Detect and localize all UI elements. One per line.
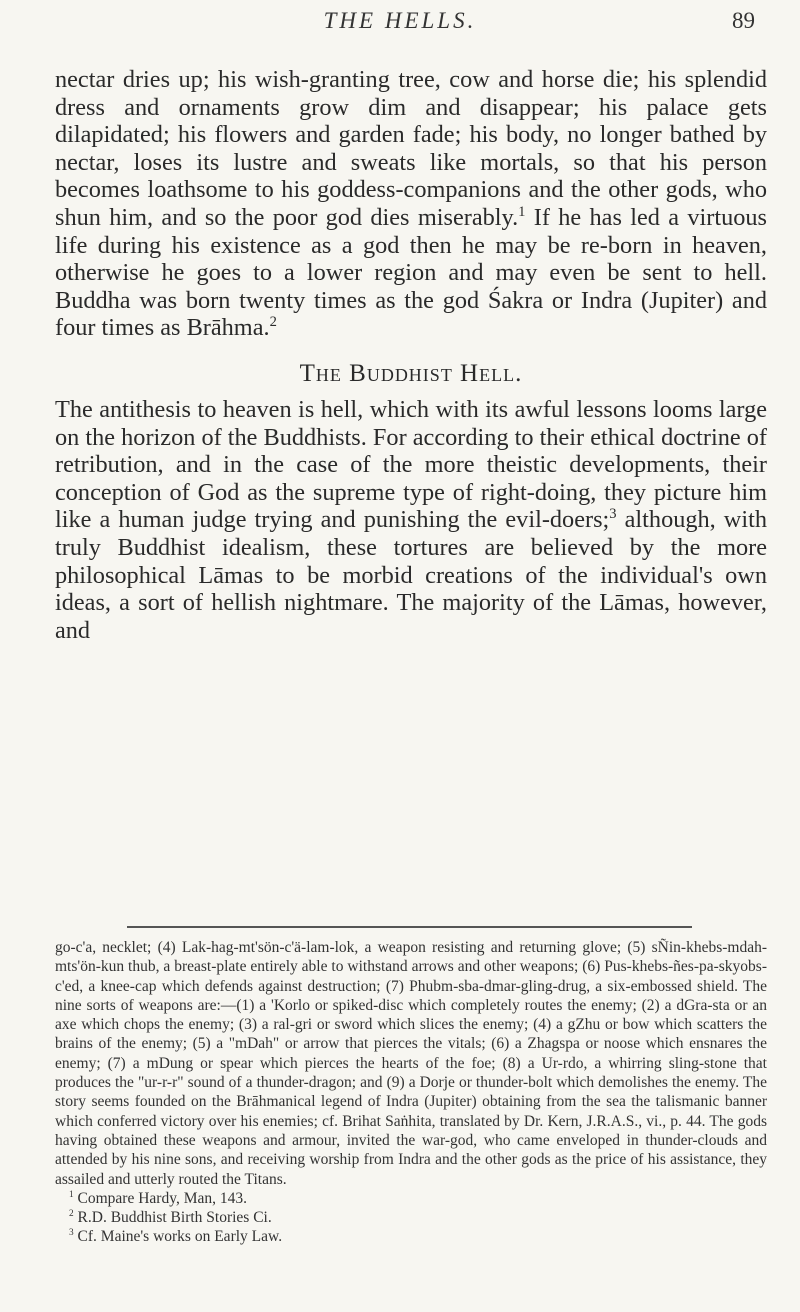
page-number: 89 <box>732 8 755 33</box>
footnote-number: 2 <box>69 1209 74 1219</box>
footnote-number: 3 <box>69 1228 74 1239</box>
paragraph-1-text-a: nectar dries up; his wish-granting tree, cow and horse die; his splendid dress and ornaments grow dim and disappear; his palace gets dilapidated; his flowers and garden fade; his body, no longer bathed by nectar, loses its lustre and sweats like mortals, so that his person becomes loathsome to his goddess-companions and the other gods, who shun him, and so the poor god dies miserably. <box>55 66 767 231</box>
footnote-3 <box>55 1227 767 1246</box>
footnote-2 <box>55 1208 767 1227</box>
footnote-1 <box>55 1189 767 1208</box>
paragraph-2-text-a: The antithesis to heaven is hell, which with its awful lessons looms large on the horizon of the Buddhists. For according to their ethical doctrine of retribution, and in the case of the more theistic developments, their conception of God as the supreme type of right-doing, they picture him like a human judge trying and punishing the evil-doers; <box>55 395 767 534</box>
paragraph-2 <box>55 396 767 644</box>
running-head <box>0 8 800 38</box>
paragraph-1 <box>55 66 767 342</box>
footnote-text: Cf. Maine's works on Early Law. <box>73 1228 283 1246</box>
running-title: THE HELLS. <box>323 8 477 33</box>
section-heading: The Buddhist Hell. <box>299 359 523 387</box>
footnote-text: R.D. Buddhist Birth Stories Ci. <box>73 1209 272 1227</box>
footnote-ref-1: 1 <box>518 203 526 220</box>
footnotes <box>55 938 767 1247</box>
paragraph-1-text-b: If he has led a virtuous life during his existence as a god then he may be re-born in heaven, otherwise he goes to a lower region and may even be sent to hell. Buddha was born twenty times as the god Śakra or Indra (Jupiter) and four times as Brāhma. <box>55 203 767 342</box>
footnote-list <box>55 1189 767 1247</box>
footnote-number: 1 <box>69 1189 74 1200</box>
main-text <box>55 66 767 644</box>
footnote-continued: go-c'a, necklet; (4) Lak-hag-mt'sön-c'ä-lam-lok, a weapon resisting and returning glove; (5) sÑin-khebs-mdah-mts'ön-kun thub, a breast-plate entirely able to withstand arrows and other weapons; (6) Pus-khebs-ñes-pa-skyobs-c'ed, a knee-cap which defends against destruction; (7) Phubm-sba-dmar-gling-drug, a six-embossed shield. The nine sorts of weapons are:—(1) a 'Korlo or spiked-disc which completely routes the enemy; (2) a dGra-sta or an axe which chops the enemy; (3) a ral-gri or sword which slices the enemy; (4) a gZhu or bow which scatters the brains of the enemy; (5) a "mDah" or arrow that pierces the vitals; (6) a Zhagspa or noose which ensnares the enemy; (7) a mDung or spear which pierces the hearts of the foe; (8) a Ur-rdo, a whirring sling-stone that produces the "ur-r-r" sound of a thunder-dragon; and (9) a Dorje or thunder-bolt which demolishes the enemy. The story seems founded on the Brāhmanical legend of Indra (Jupiter) obtaining from the sea the talismanic banner which conferred victory over his enemies; cf. Brihat Saṅhita, translated by Dr. Kern, J.R.A.S., vi., p. 44. The gods having obtained these weapons and armour, invited the war-god, who came enveloped in thunder-clouds and attended by his nine sons, and receiving worship from Indra and the other gods as the price of his assistance, they assailed and utterly routed the Titans. <box>55 939 767 1188</box>
paragraph-2-text-b: although, with truly Buddhist idealism, these tortures are believed by the more philosophical Lāmas to be morbid creations of the individual's own ideas, a sort of hellish nightmare. The majority of the Lāmas, however, and <box>55 506 767 644</box>
footnote-divider <box>127 926 692 928</box>
footnote-ref-3: 3 <box>609 506 617 523</box>
footnote-text: Compare Hardy, Man, 143. <box>73 1189 247 1207</box>
footnote-ref-2: 2 <box>269 314 277 331</box>
